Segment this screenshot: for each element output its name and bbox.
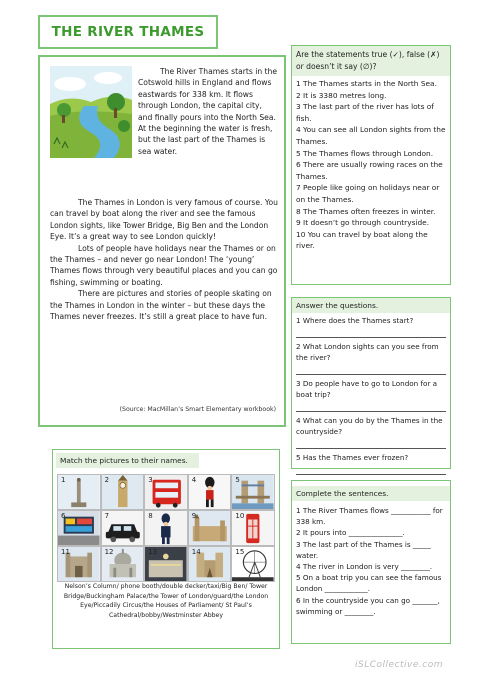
sentence-item: 4 The river in London is very ________. [296,562,433,572]
picture-cell: 6 [57,510,101,546]
sentence-item: 5 On a boat trip you can see the famous London ____________. [296,573,442,594]
answer-line[interactable] [296,365,446,375]
paragraph-2: The Thames in London is very famous of course. You can travel by boat along the river and see the famous London sights, like Tower Bridge, Big Ben and the London Eye. It’s a great way to see London quickly! [50,198,278,242]
statement-item: 4 You can see all London sights from the Thames. [296,125,446,146]
answer-line[interactable] [296,439,446,449]
picture-cell: 12 [101,546,145,582]
statement-item: 7 People like going on holidays near or on the Thames. [296,183,440,204]
picture-names-list: Nelson’s Column/ phone booth/double decker/taxi/Big Ben/ Tower Bridge/Buckingham Palace/the Tower of London/guard/the London Eye/Piccadily Circus/the Houses of Parliament/ St Paul’s Cathedral/bobby/Westminster Abbey [63,583,269,619]
page-title: THE RIVER THAMES [51,24,205,40]
question-item: 1 Where does the Thames start? [296,316,414,325]
picture-cell: 10 [231,510,275,546]
question-item: 2 What London sights can you see from the river? [296,342,439,362]
answer-heading: Answer the questions. [292,298,450,313]
picture-cell: 15 [231,546,275,582]
statement-item: 3 The last part of the river has lots of fish. [296,102,434,123]
statement-item: 8 The Thames often freezes in winter. [296,206,436,216]
paragraph-4: There are pictures and stories of people skating on the Thames in London in the winter – but these days the Thames never freezes. It’s still a great place to have fun. [50,289,272,322]
answer-questions-box [291,297,451,469]
true-false-heading: Are the statements true (✓), false (✗) or doesn’t it say (∅)? [292,46,450,76]
reading-box [38,55,286,427]
paragraphs-rest [50,197,278,322]
question-item: 5 Has the Thames ever frozen? [296,453,409,462]
statement-item: 1 The Thames starts in the North Sea. [296,79,437,88]
picture-cell: 8 [144,510,188,546]
title-box [38,15,218,49]
source-credit: (Source: MacMillan’s Smart Elementary workbook) [119,406,276,413]
picture-grid [57,474,275,582]
statement-item: 5 The Thames flows through London. [296,148,434,158]
match-pictures-box [52,449,280,649]
watermark: iSLCollective.com [355,660,443,670]
picture-cell: 3 [144,474,188,510]
picture-cell: 9 [188,510,232,546]
sentence-item: 6 In the countryside you can go _______, swimming or ________. [296,595,440,616]
paragraph-3: Lots of people have holidays near the Thames or on the Thames – and never go near London! The ‘young’ Thames flows through very beautiful places and you can go fishing, swimming or boating. [50,243,278,287]
answer-list [292,313,450,480]
complete-list [292,501,450,621]
picture-cell: 2 [101,474,145,510]
match-heading: Match the pictures to their names. [56,453,199,468]
question-item: 3 Do people have to go to London for a boat trip? [296,379,438,399]
picture-cell: 11 [57,546,101,582]
complete-sentences-box [291,480,451,644]
statement-item: 6 There are usually rowing races on the Thames. [296,160,443,181]
picture-cell: 1 [57,474,101,510]
picture-cell: 7 [101,510,145,546]
complete-heading: Complete the sentences. [292,486,450,501]
answer-line[interactable] [296,465,446,475]
picture-cell: 5 [231,474,275,510]
picture-cell: 4 [188,474,232,510]
true-false-list [292,76,450,254]
statement-item: 2 It is 3380 metres long. [296,90,387,100]
statement-item: 10 You can travel by boat along the river. [296,229,428,251]
question-item: 4 What can you do by the Thames in the countryside? [296,416,443,436]
answer-line[interactable] [296,328,446,338]
paragraph-1: The River Thames starts in the Cotswold hills in England and flows eastwards for 338 km. It flows through London, the capital city, and finally pours into the North Sea. At the beginning the water is fresh, but the last part of the Thames is sea water. [138,67,278,156]
true-false-box [291,45,451,285]
sentence-item: 3 The last part of the Thames is _____ water. [296,539,431,560]
answer-line[interactable] [296,402,446,412]
statement-item: 9 It doesn’t go through countryside. [296,218,430,228]
sentence-item: 1 The River Thames flows ___________ for 338 km. [296,506,443,527]
picture-cell: 14 [188,546,232,582]
river-landscape-picture [50,66,132,158]
sentence-item: 2 It pours into _______________. [296,528,405,538]
picture-cell: 13 [144,546,188,582]
